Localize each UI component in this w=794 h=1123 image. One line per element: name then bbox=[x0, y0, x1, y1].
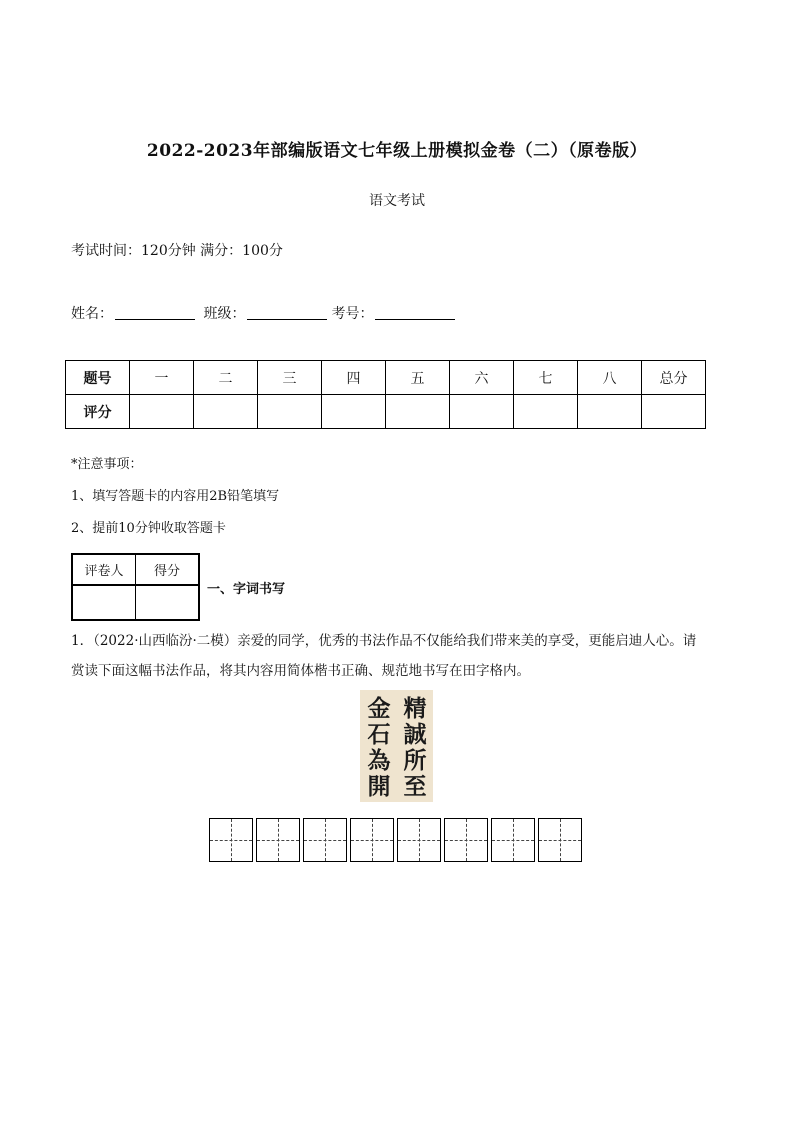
name-blank[interactable] bbox=[115, 305, 195, 320]
cell-guide-horizontal bbox=[539, 840, 581, 841]
student-fields bbox=[71, 303, 459, 323]
name-label: 姓名： bbox=[71, 306, 113, 322]
note-item: 2、提前10分钟收取答题卡 bbox=[71, 521, 226, 536]
cell-guide-horizontal bbox=[492, 840, 534, 841]
score-col-header: 六 bbox=[450, 361, 514, 395]
tianzige-cell[interactable] bbox=[538, 818, 582, 862]
grader-box bbox=[71, 553, 200, 621]
score-col-header: 二 bbox=[194, 361, 258, 395]
score-col-header: 八 bbox=[578, 361, 642, 395]
score-cell[interactable] bbox=[642, 395, 706, 429]
score-col-header: 四 bbox=[322, 361, 386, 395]
notes-heading: *注意事项： bbox=[71, 457, 143, 472]
calligraphy-char: 開 bbox=[367, 773, 391, 800]
section-title: 一、字词书写 bbox=[207, 582, 286, 597]
exam-info: 考试时间：120分钟 满分：100分 bbox=[71, 243, 283, 259]
score-cell[interactable] bbox=[578, 395, 642, 429]
cell-guide-horizontal bbox=[445, 840, 487, 841]
score-label: 得分 bbox=[136, 554, 200, 585]
score-cell[interactable] bbox=[386, 395, 450, 429]
number-blank[interactable] bbox=[375, 305, 455, 320]
document-title: 2022-2023年部编版语文七年级上册模拟金卷（二）（原卷版） bbox=[146, 141, 648, 161]
score-table-header-row bbox=[66, 361, 706, 395]
tianzige-cell[interactable] bbox=[256, 818, 300, 862]
class-label: 班级： bbox=[203, 306, 246, 322]
cell-guide-horizontal bbox=[210, 840, 252, 841]
score-table-score-row bbox=[66, 395, 706, 429]
grader-cell[interactable] bbox=[72, 585, 136, 620]
grader-score-cell[interactable] bbox=[136, 585, 200, 620]
question-line: 赏读下面这幅书法作品，将其内容用简体楷书正确、规范地书写在田字格内。 bbox=[71, 663, 530, 679]
score-col-header: 五 bbox=[386, 361, 450, 395]
tianzige-cell[interactable] bbox=[397, 818, 441, 862]
calligraphy-image bbox=[360, 690, 433, 802]
note-item: 1、填写答题卡的内容用2B铅笔填写 bbox=[71, 489, 280, 504]
score-cell[interactable] bbox=[450, 395, 514, 429]
tianzige-cell[interactable] bbox=[303, 818, 347, 862]
score-col-header: 三 bbox=[258, 361, 322, 395]
score-col-header: 七 bbox=[514, 361, 578, 395]
cell-guide-horizontal bbox=[351, 840, 393, 841]
calligraphy-char: 誠 bbox=[403, 721, 427, 748]
score-row-label: 评分 bbox=[66, 395, 130, 429]
score-cell[interactable] bbox=[322, 395, 386, 429]
cell-guide-horizontal bbox=[257, 840, 299, 841]
calligraphy-char: 至 bbox=[403, 773, 427, 800]
calligraphy-char: 為 bbox=[367, 747, 391, 774]
calligraphy-artwork bbox=[360, 690, 433, 802]
class-blank[interactable] bbox=[247, 305, 327, 320]
tianzige-cell[interactable] bbox=[350, 818, 394, 862]
score-cell[interactable] bbox=[130, 395, 194, 429]
tianzige-cell[interactable] bbox=[209, 818, 253, 862]
score-cell[interactable] bbox=[514, 395, 578, 429]
score-col-header: 总分 bbox=[642, 361, 706, 395]
cell-guide-horizontal bbox=[398, 840, 440, 841]
grader-label: 评卷人 bbox=[72, 554, 136, 585]
document-subtitle: 语文考试 bbox=[369, 193, 425, 209]
calligraphy-char: 石 bbox=[367, 721, 391, 748]
tianzige-cell[interactable] bbox=[444, 818, 488, 862]
calligraphy-char: 精 bbox=[403, 695, 427, 722]
calligraphy-char: 所 bbox=[403, 747, 427, 774]
question-1 bbox=[71, 626, 721, 686]
score-cell[interactable] bbox=[258, 395, 322, 429]
question-line: 1．（2022·山西临汾·二模）亲爱的同学，优秀的书法作品不仅能给我们带来美的享受，更能启迪人心。请 bbox=[71, 633, 697, 649]
question-number-label: 题号 bbox=[66, 361, 130, 395]
calligraphy-char: 金 bbox=[367, 695, 391, 722]
score-cell[interactable] bbox=[194, 395, 258, 429]
cell-guide-horizontal bbox=[304, 840, 346, 841]
score-table bbox=[65, 360, 706, 429]
number-label: 考号： bbox=[331, 306, 374, 322]
tianzige-cell[interactable] bbox=[491, 818, 535, 862]
score-col-header: 一 bbox=[130, 361, 194, 395]
